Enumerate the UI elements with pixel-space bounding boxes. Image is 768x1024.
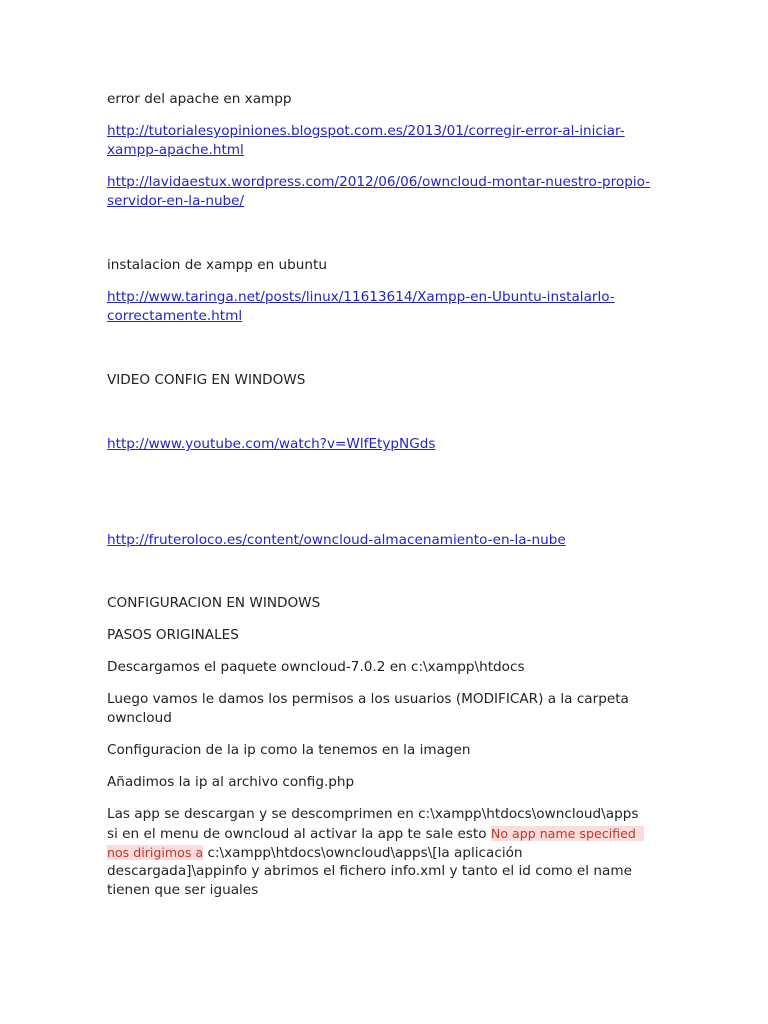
- link-taringa[interactable]: http://www.taringa.net/posts/linux/11613614/Xampp-en-Ubuntu-instalarlo-: [107, 289, 615, 305]
- heading-ubuntu-install: instalacion de xampp en ubuntu: [107, 257, 327, 273]
- link-youtube-line[interactable]: [107, 435, 667, 454]
- step-configuracion-ip: Configuracion de la ip como la tenemos en la imagen: [107, 742, 471, 758]
- link-lavidaestux-line2[interactable]: [107, 192, 667, 211]
- step-permisos-line1: Luego vamos le damos los permisos a los usuarios (MODIFICAR) a la carpeta: [107, 691, 629, 707]
- error-highlight-cont: nos dirigimos a: [107, 845, 204, 860]
- link-tutoriales[interactable]: http://tutorialesyopiniones.blogspot.com.es/2013/01/corregir-error-al-iniciar-: [107, 123, 625, 139]
- link-taringa-cont[interactable]: correctamente.html: [107, 308, 243, 324]
- link-taringa-line1[interactable]: [107, 288, 667, 307]
- link-tutoriales-cont[interactable]: xampp-apache.html: [107, 142, 244, 158]
- link-lavidaestux[interactable]: http://lavidaestux.wordpress.com/2012/06/06/owncloud-montar-nuestro-propio-: [107, 174, 651, 190]
- step-apps-line3: [107, 843, 667, 863]
- heading-config-windows: CONFIGURACION EN WINDOWS: [107, 595, 321, 611]
- link-lavidaestux-cont[interactable]: servidor-en-la-nube/: [107, 193, 245, 209]
- heading-apache-error: error del apache en xampp: [107, 91, 292, 107]
- link-taringa-line2[interactable]: [107, 307, 667, 326]
- step-config-php: Añadimos la ip al archivo config.php: [107, 774, 355, 790]
- error-highlight-pad: [636, 826, 644, 841]
- step-apps-line2: [107, 824, 667, 844]
- error-highlight: No app name specified: [490, 826, 636, 841]
- link-lavidaestux-line1[interactable]: [107, 173, 667, 192]
- link-fruteroloco[interactable]: http://fruteroloco.es/content/owncloud-almacenamiento-en-la-nube: [107, 532, 566, 548]
- step-apps-line5: tienen que ser iguales: [107, 882, 259, 898]
- link-youtube[interactable]: http://www.youtube.com/watch?v=WlfEtypNGds: [107, 436, 436, 452]
- step-apps-line4: descargada]\appinfo y abrimos el fichero info.xml y tanto el id como el name: [107, 863, 632, 879]
- link-fruteroloco-line[interactable]: [107, 531, 667, 550]
- step-descargamos: Descargamos el paquete owncloud-7.0.2 en c:\xampp\htdocs: [107, 659, 525, 675]
- step-apps-line3-text: c:\xampp\htdocs\owncloud\apps\[la aplicación: [203, 845, 523, 861]
- link-tutoriales-line1[interactable]: [107, 122, 667, 141]
- step-permisos-line2: owncloud: [107, 710, 172, 726]
- step-apps-line1: Las app se descargan y se descomprimen en c:\xampp\htdocs\owncloud\apps: [107, 806, 639, 822]
- heading-video-config: VIDEO CONFIG EN WINDOWS: [107, 372, 306, 388]
- link-tutoriales-line2[interactable]: [107, 141, 667, 160]
- step-apps-line2-text: si en el menu de owncloud al activar la app te sale esto: [107, 826, 491, 842]
- heading-pasos-originales: PASOS ORIGINALES: [107, 627, 239, 643]
